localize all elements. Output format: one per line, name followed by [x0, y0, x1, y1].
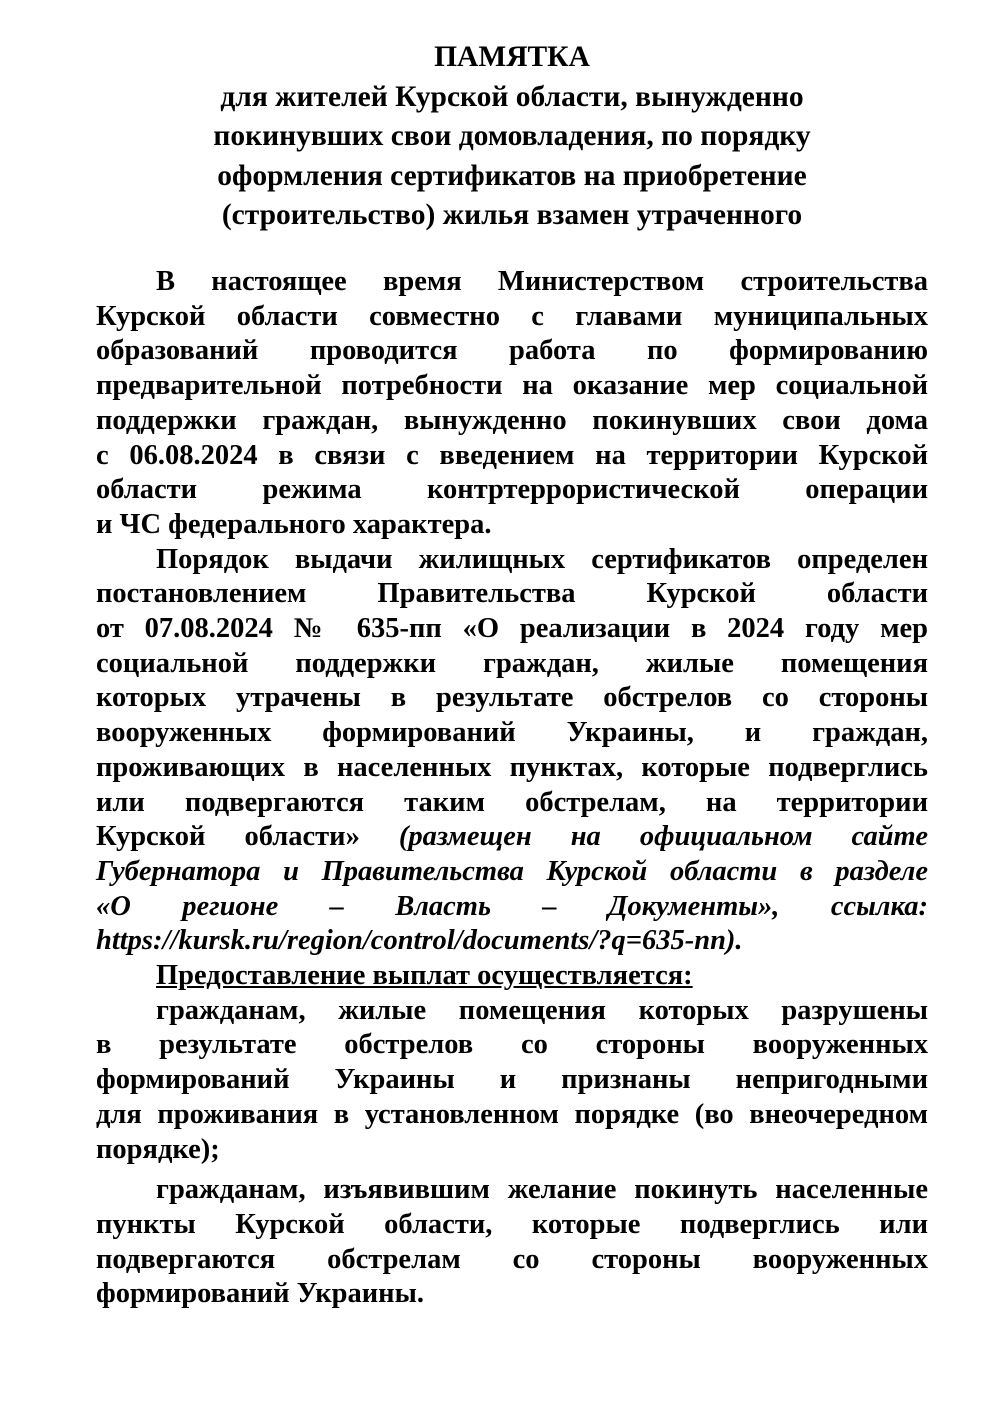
paragraph1-line: В настоящее время Министерством строительства	[156, 266, 928, 297]
item1-line: формирований Украины и признаны непригодными	[96, 1064, 928, 1096]
decree-name-end: Курской области»	[96, 821, 360, 853]
paragraph1-line: с 06.08.2024 в связи с введением на территории Курской	[96, 439, 928, 471]
publication-note-line: Губернатора и Правительства Курской области в разделе	[96, 855, 928, 887]
title-subtitle-line-4: (строительство) жилья взамен утраченного	[221, 199, 803, 231]
payment-item-relocation	[96, 1173, 928, 1312]
paragraph1-line: поддержки граждан, вынужденно покинувших свои дома	[96, 404, 928, 436]
payment-item-destroyed-housing	[96, 994, 928, 1168]
item2-line: подвергаются обстрелам со стороны вооруженных	[96, 1243, 928, 1275]
paragraph1-line: и ЧС федерального характера.	[96, 508, 492, 540]
paragraph2-line: Порядок выдачи жилищных сертификатов определен	[156, 543, 928, 575]
item2-line: формирований Украины.	[96, 1278, 424, 1310]
section-heading-payments: Предоставление выплат осуществляется:	[156, 960, 693, 992]
item1-line: порядке);	[96, 1133, 220, 1165]
paragraph-ministry-work	[96, 265, 928, 543]
item1-line: в результате обстрелов со стороны вооруженных	[96, 1029, 928, 1061]
paragraph2-line: проживающих в населенных пунктах, которые подверглись	[96, 751, 928, 783]
publication-note-line: «О регионе – Власть – Документы», ссылка:	[96, 890, 928, 922]
item2-line: гражданам, изъявившим желание покинуть населенные	[156, 1174, 928, 1206]
paragraph1-line: образований проводится работа по формированию	[96, 335, 928, 367]
title-subtitle-line-1: для жителей Курской области, вынужденно	[220, 80, 804, 113]
item1-line: гражданам, жилые помещения которых разрушены	[156, 994, 928, 1026]
paragraph1-line: области режима контртеррористической операции	[96, 474, 928, 506]
document-body	[96, 265, 928, 1312]
paragraph2-line: от 07.08.2024 № 635-пп «О реализации в 2024 году мер	[96, 613, 928, 645]
paragraph2-line: социальной поддержки граждан, жилые помещения	[96, 647, 928, 679]
item1-line: для проживания в установленном порядке (во внеочередном	[96, 1098, 928, 1130]
document-title	[96, 38, 928, 236]
document-link: https://kursk.ru/region/control/documents/?q=635-пп).	[96, 925, 743, 957]
paragraph2-mixed-line	[96, 820, 928, 855]
title-subtitle-line-2: покинувших свои домовладения, по порядку	[213, 120, 811, 152]
paragraph1-line: предварительной потребности на оказание мер социальной	[96, 370, 928, 402]
paragraph2-line: которых утрачены в результате обстрелов со стороны	[96, 682, 928, 714]
title-subtitle-line-3: оформления сертификатов на приобретение	[217, 159, 807, 192]
paragraph1-line: Курской области совместно с главами муниципальных	[96, 300, 928, 332]
paragraph2-line: или подвергаются таким обстрелам, на территории	[96, 786, 928, 818]
title-heading: ПАМЯТКА	[434, 41, 590, 73]
paragraph2-line: вооруженных формирований Украины, и граждан,	[96, 717, 928, 749]
paragraph2-line: постановлением Правительства Курской области	[96, 578, 928, 610]
item2-line: пункты Курской области, которые подверглись или	[96, 1208, 928, 1240]
paragraph-certificate-procedure	[96, 543, 928, 959]
publication-note-start: (размещен на официальном сайте	[398, 821, 928, 853]
